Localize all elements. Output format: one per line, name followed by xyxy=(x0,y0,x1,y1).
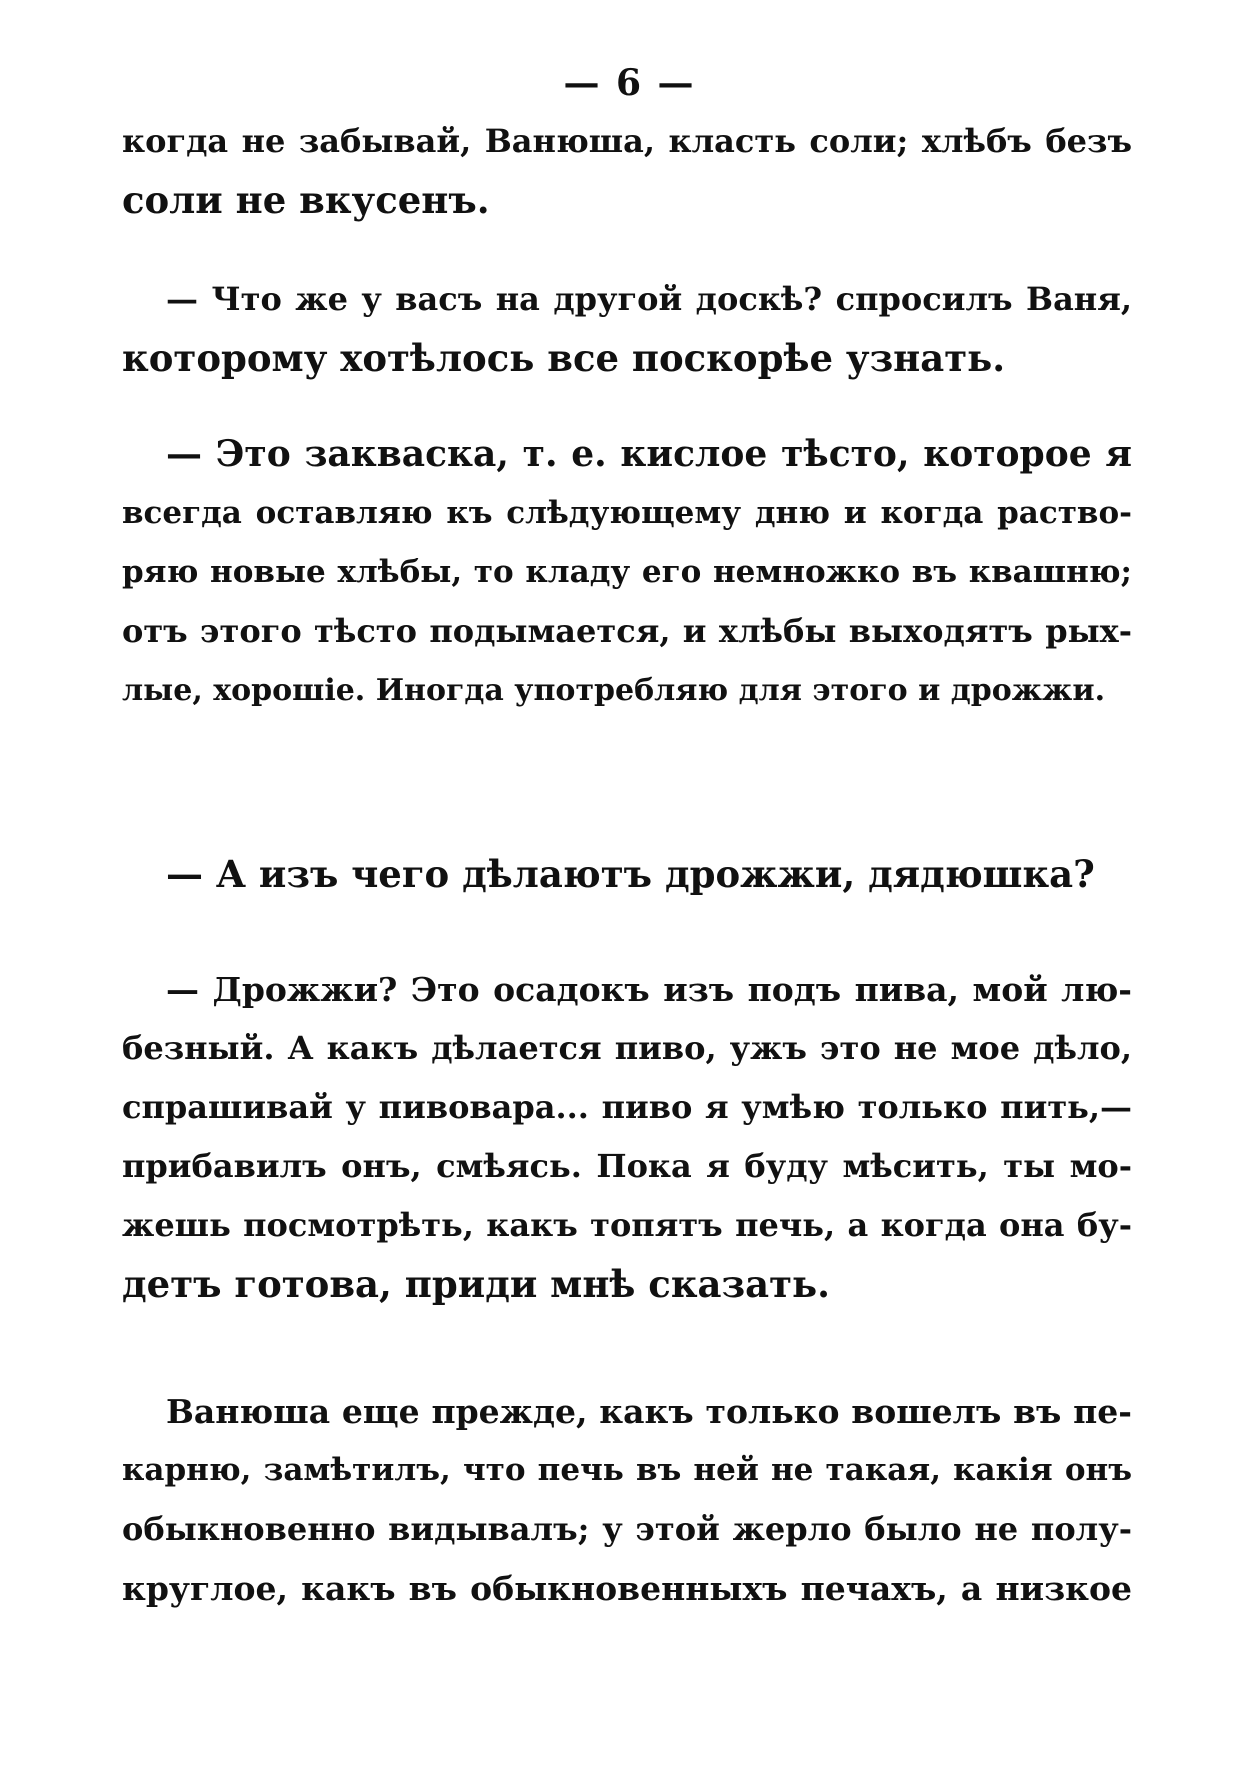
text-line: лые, хорошіе. Иногда употребляю для этого и дрожжи. xyxy=(122,673,1106,708)
text-line: соли не вкусенъ. xyxy=(122,178,490,222)
text-line: прибавилъ онъ, смѣясь. Пока я буду мѣсить, ты мо- xyxy=(122,1147,1132,1185)
paragraph xyxy=(122,270,1132,388)
text-line: Ванюша еще прежде, какъ только вошелъ въ пе- xyxy=(166,1392,1132,1431)
text-line: когда не забывай, Ванюша, класть соли; хлѣбъ безъ xyxy=(122,122,1132,160)
text-line: ряю новые хлѣбы, то кладу его немножко въ квашню; xyxy=(122,554,1132,590)
text-line: жешь посмотрѣть, какъ топятъ печь, а когда она бу- xyxy=(122,1206,1132,1244)
text-line: спрашивай у пивовара... пиво я умѣю только пить,— xyxy=(122,1088,1132,1126)
text-line: — А изъ чего дѣлаютъ дрожжи, дядюшка? xyxy=(166,852,1095,896)
text-line: обыкновенно видывалъ; у этой жерло было не полу- xyxy=(122,1510,1132,1548)
text-line: детъ готова, приди мнѣ сказать. xyxy=(122,1262,831,1306)
text-line: — Дрожжи? Это осадокъ изъ подъ пива, мой лю- xyxy=(166,970,1132,1009)
paragraph xyxy=(122,960,1132,1314)
paragraph xyxy=(122,1382,1132,1618)
text-line: карню, замѣтилъ, что печь въ ней не такая, какія онъ xyxy=(122,1452,1132,1488)
paragraph xyxy=(122,112,1132,230)
text-line: — Что же у васъ на другой доскѣ? спросилъ Ваня, xyxy=(166,280,1132,318)
paragraph xyxy=(122,845,1132,904)
text-line: всегда оставляю къ слѣдующему дню и когда раство- xyxy=(122,495,1132,531)
paragraph xyxy=(122,425,1132,720)
text-line: которому хотѣлось все поскорѣе узнать. xyxy=(122,336,1006,380)
text-line: круглое, какъ въ обыкновенныхъ печахъ, а низкое xyxy=(122,1569,1132,1608)
page-number: — 6 — xyxy=(563,62,696,104)
text-line: — Это закваска, т. е. кислое тѣсто, которое я xyxy=(166,433,1132,475)
text-line: безный. А какъ дѣлается пиво, ужъ это не мое дѣло, xyxy=(122,1029,1132,1067)
text-line: отъ этого тѣсто подымается, и хлѣбы выходятъ рых- xyxy=(122,612,1132,650)
